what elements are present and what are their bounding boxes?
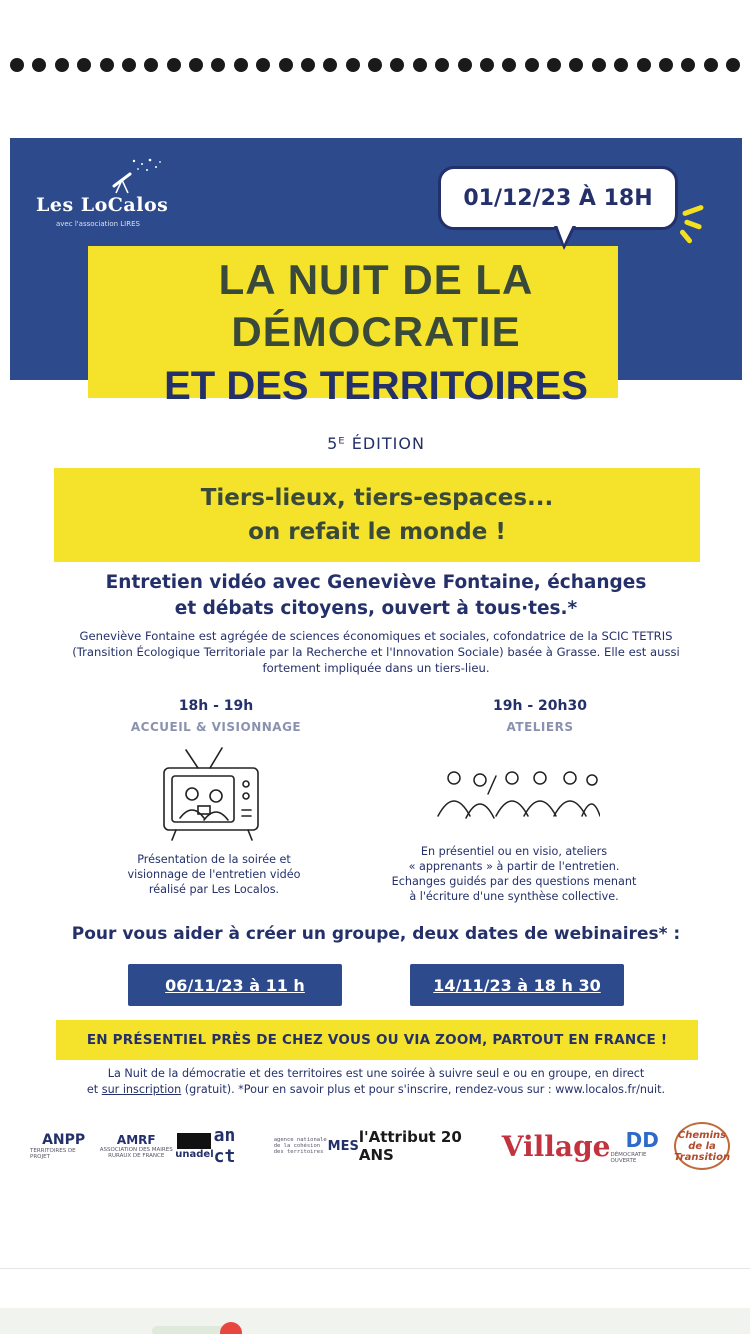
event-title-line2: DÉMOCRATIE [231,308,521,355]
group-discussion-icon [430,766,600,820]
schedule-left-desc: Présentation de la soirée et visionnage de l'entretien vidéo réalisé par Les Localos. [127,853,301,896]
schedule-right-label: ATELIERS [506,720,574,734]
partner-logo-democratie-ouverte: DD DÉMOCRATIE OUVERTE [610,1128,659,1164]
partner-logo-unadel: unadel [175,1133,213,1160]
footer-line2: et sur inscription (gratuit). *Pour en savoir plus et pour s'inscrire, rendez-vous sur : www.localos.fr/nuit. [86,1083,666,1096]
event-poster[interactable] [10,138,742,1266]
footer-text [40,1066,712,1098]
logo-subtitle: avec l'association LIRES [56,220,140,228]
partner-logo-anct: an ct agence nationale de la cohésion des territoires [213,1125,327,1167]
schedule-left-time: 18h - 19h [178,698,254,714]
webinar-heading: Pour vous aider à créer un groupe, deux dates de webinaires* : [71,924,681,944]
footer-line1: La Nuit de la démocratie et des territoires est une soirée à suivre seul e ou en groupe, en direct [107,1067,645,1080]
partner-logo-village: Village [501,1129,611,1163]
localos-logo [34,156,184,236]
partner-logo-mes: MES [327,1138,359,1154]
edition-label: 5ᴱ ÉDITION [327,434,425,453]
date-bubble: 01/12/23 À 18H [438,166,678,230]
speaker-bio [50,628,702,676]
logo-name: Les LoCalos [36,194,169,216]
registration-link[interactable]: sur inscription [101,1083,182,1096]
presentiel-banner: EN PRÉSENTIEL PRÈS DE CHEZ VOUS OU VIA ZOOM, PARTOUT EN FRANCE ! [56,1020,698,1060]
partner-logo-amrf: AMRF ASSOCIATION DES MAIRES RURAUX DE FRANCE [99,1133,173,1159]
bottom-bar [0,1308,750,1334]
intro-text [10,570,742,622]
schedule-right-time: 19h - 20h30 [493,698,587,714]
theme-line1: Tiers-lieux, tiers-espaces... [200,485,554,511]
telescope-icon [104,158,164,194]
webinar-date-button-2[interactable]: 14/11/23 à 18 h 30 [410,964,624,1006]
tv-icon [158,744,268,844]
schedule-left-label: ACCUEIL & VISIONNAGE [130,720,302,734]
pagination-dots [10,58,740,72]
partner-logo-chemins-transition: Chemins de la Transition [674,1122,730,1170]
schedule-left [66,698,366,734]
partner-logo-anpp: ANPP TERRITOIRES DE PROJET [30,1132,86,1160]
bio-line2: (Transition Écologique Territoriale par la Recherche et l'Innovation Sociale) basée à Grasse. Elle est aussi [72,645,680,659]
partner-logos [30,1118,730,1174]
bio-line1: Geneviève Fontaine est agrégée de sciences économiques et sociales, cofondatrice de la SCIC TETRIS [79,629,673,643]
event-title-line1: LA NUIT DE LA [218,256,534,303]
intro-line2: et débats citoyens, ouvert à tous·tes.* [174,598,578,619]
theme-line2: on refait le monde ! [248,519,506,545]
bio-line3: fortement impliquée dans un tiers-lieu. [262,661,490,675]
intro-line1: Entretien vidéo avec Geneviève Fontaine, échanges [105,572,647,593]
webinar-date-button-1[interactable]: 06/11/23 à 11 h [128,964,342,1006]
schedule-right-desc: En présentiel ou en visio, ateliers « apprenants » à partir de l'entretien. Echanges guidés par des questions menant à l'écriture d'une synthèse collective. [391,845,637,903]
theme-banner [54,468,700,562]
partner-logo-attribut: l'Attribut 20 ANS [358,1128,462,1164]
event-title-line3: ET DES TERRITOIRES [164,364,588,408]
schedule-right [390,698,690,734]
